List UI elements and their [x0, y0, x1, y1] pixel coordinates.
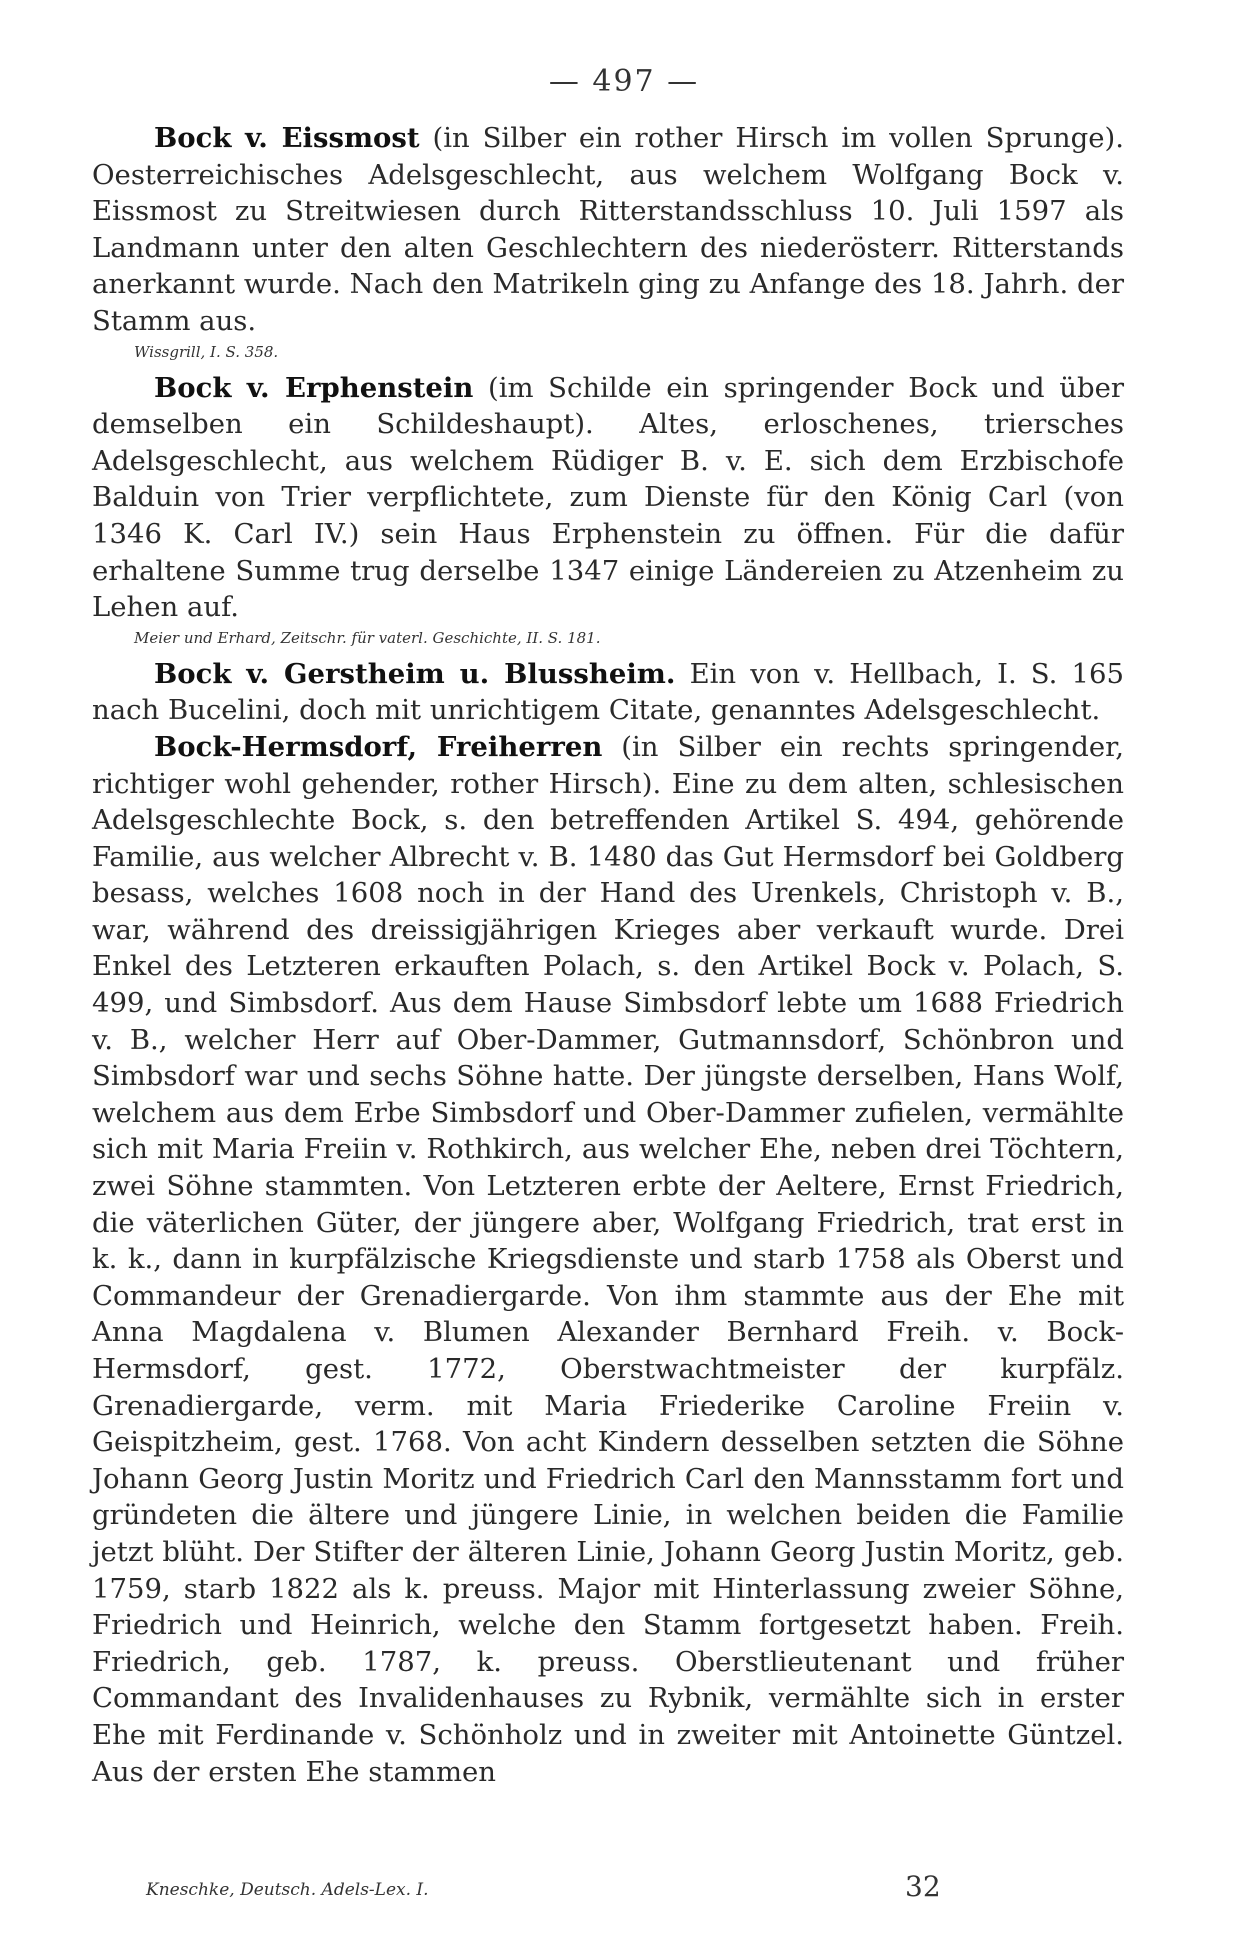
entry-paragraph [92, 370, 1124, 626]
entry-eissmost [92, 120, 1124, 364]
entry-source: Wissgrill, I. S. 358. [134, 342, 279, 361]
entry-hermsdorf [92, 729, 1124, 1790]
entry-headword: Bock v. Eissmost [154, 122, 420, 154]
entry-text: (in Silber ein rother Hirsch im vollen Sprunge). Oesterreichisches Adelsgeschlecht, aus welchem Wolfgang Bock v. Eissmost zu Streitwiesen durch Ritterstandsschluss 10. Juli 1597 als Landmann unter den alten Geschlechtern des niederösterr. Ritterstands anerkannt wurde. Nach den Matrikeln ging zu Anfange des 18. Jahrh. der Stamm aus. [92, 122, 1124, 337]
entry-paragraph [92, 656, 1124, 729]
entry-text: (im Schilde ein springender Bock und über demselben ein Schildeshaupt). Altes, erloschenes, triersches Adelsgeschlecht, aus welchem Rüdiger B. v. E. sich dem Erzbischofe Balduin von Trier verpflichtete, zum Dienste für den König Carl (von 1346 K. Carl IV.) sein Haus Erphenstein zu öffnen. Für die dafür erhaltene Summe trug derselbe 1347 einige Ländereien zu Atzenheim zu Lehen auf. [92, 371, 1125, 624]
lexicon-body [92, 120, 1124, 1790]
entry-headword: Bock v. Erphenstein [154, 371, 474, 404]
page-number: — 497 — [548, 64, 700, 99]
entry-paragraph [92, 120, 1124, 340]
signature-mark: 32 [905, 1870, 941, 1903]
entry-headword: Bock-Hermsdorf, Freiherren [154, 730, 603, 763]
footer-reference: Kneschke, Deutsch. Adels-Lex. I. [146, 1880, 429, 1900]
entry-paragraph [92, 729, 1124, 1790]
entry-headword: Bock v. Gerstheim u. Blussheim. [154, 657, 676, 690]
entry-source: Meier und Erhard, Zeitschr. für vaterl. Geschichte, II. S. 181. [134, 628, 601, 647]
entry-erphenstein [92, 370, 1124, 650]
entry-gerstheim [92, 656, 1124, 729]
entry-text: (in Silber ein rechts springender, richtiger wohl gehender, rother Hirsch). Eine zu dem alten, schlesischen Adelsgeschlechte Bock, s. den betreffenden Artikel S. 494, gehörende Familie, aus welcher Albrecht v. B. 1480 das Gut Hermsdorf bei Goldberg besass, welches 1608 noch in der Hand des Urenkels, Christoph v. B., war, während des dreissigjährigen Krieges aber verkauft wurde. Drei Enkel des Letzteren erkauften Polach, s. den Artikel Bock v. Polach, S. 499, und Simbsdorf. Aus dem Hause Simbsdorf lebte um 1688 Friedrich v. B., welcher Herr auf Ober-Dammer, Gutmannsdorf, Schönbron und Simbsdorf war und sechs Söhne hatte. Der jüngste derselben, Hans Wolf, welchem aus dem Erbe Simbsdorf und Ober-Dammer zufielen, vermählte sich mit Maria Freiin v. Rothkirch, aus welcher Ehe, neben drei Töchtern, zwei Söhne stammten. Von Letzteren erbte der Aeltere, Ernst Friedrich, die väterlichen Güter, der jüngere aber, Wolfgang Friedrich, trat erst in k. k., dann in kurpfälzische Kriegsdienste und starb 1758 als Oberst und Commandeur der Grenadiergarde. Von ihm stammte aus der Ehe mit Anna Magdalena v. Blumen Alexander Bernhard Freih. v. Bock-Hermsdorf, gest. 1772, Oberstwachtmeister der kurpfälz. Grenadiergarde, verm. mit Maria Friederike Caroline Freiin v. Geispitzheim, gest. 1768. Von acht Kindern desselben setzten die Söhne Johann Georg Justin Moritz und Friedrich Carl den Mannsstamm fort und gründeten die ältere und jüngere Linie, in welchen beiden die Familie jetzt blüht. Der Stifter der älteren Linie, Johann Georg Justin Moritz, geb. 1759, starb 1822 als k. preuss. Major mit Hinterlassung zweier Söhne, Friedrich und Heinrich, welche den Stamm fortgesetzt haben. Freih. Friedrich, geb. 1787, k. preuss. Oberstlieutenant und früher Commandant des Invalidenhauses zu Rybnik, vermählte sich in erster Ehe mit Ferdinande v. Schönholz und in zweiter mit Antoinette Güntzel. Aus der ersten Ehe stammen [92, 730, 1124, 1788]
entry-text: Ein von v. Hellbach, I. S. 165 nach Bucelini, doch mit unrichtigem Citate, genanntes Adelsgeschlecht. [92, 657, 1124, 727]
